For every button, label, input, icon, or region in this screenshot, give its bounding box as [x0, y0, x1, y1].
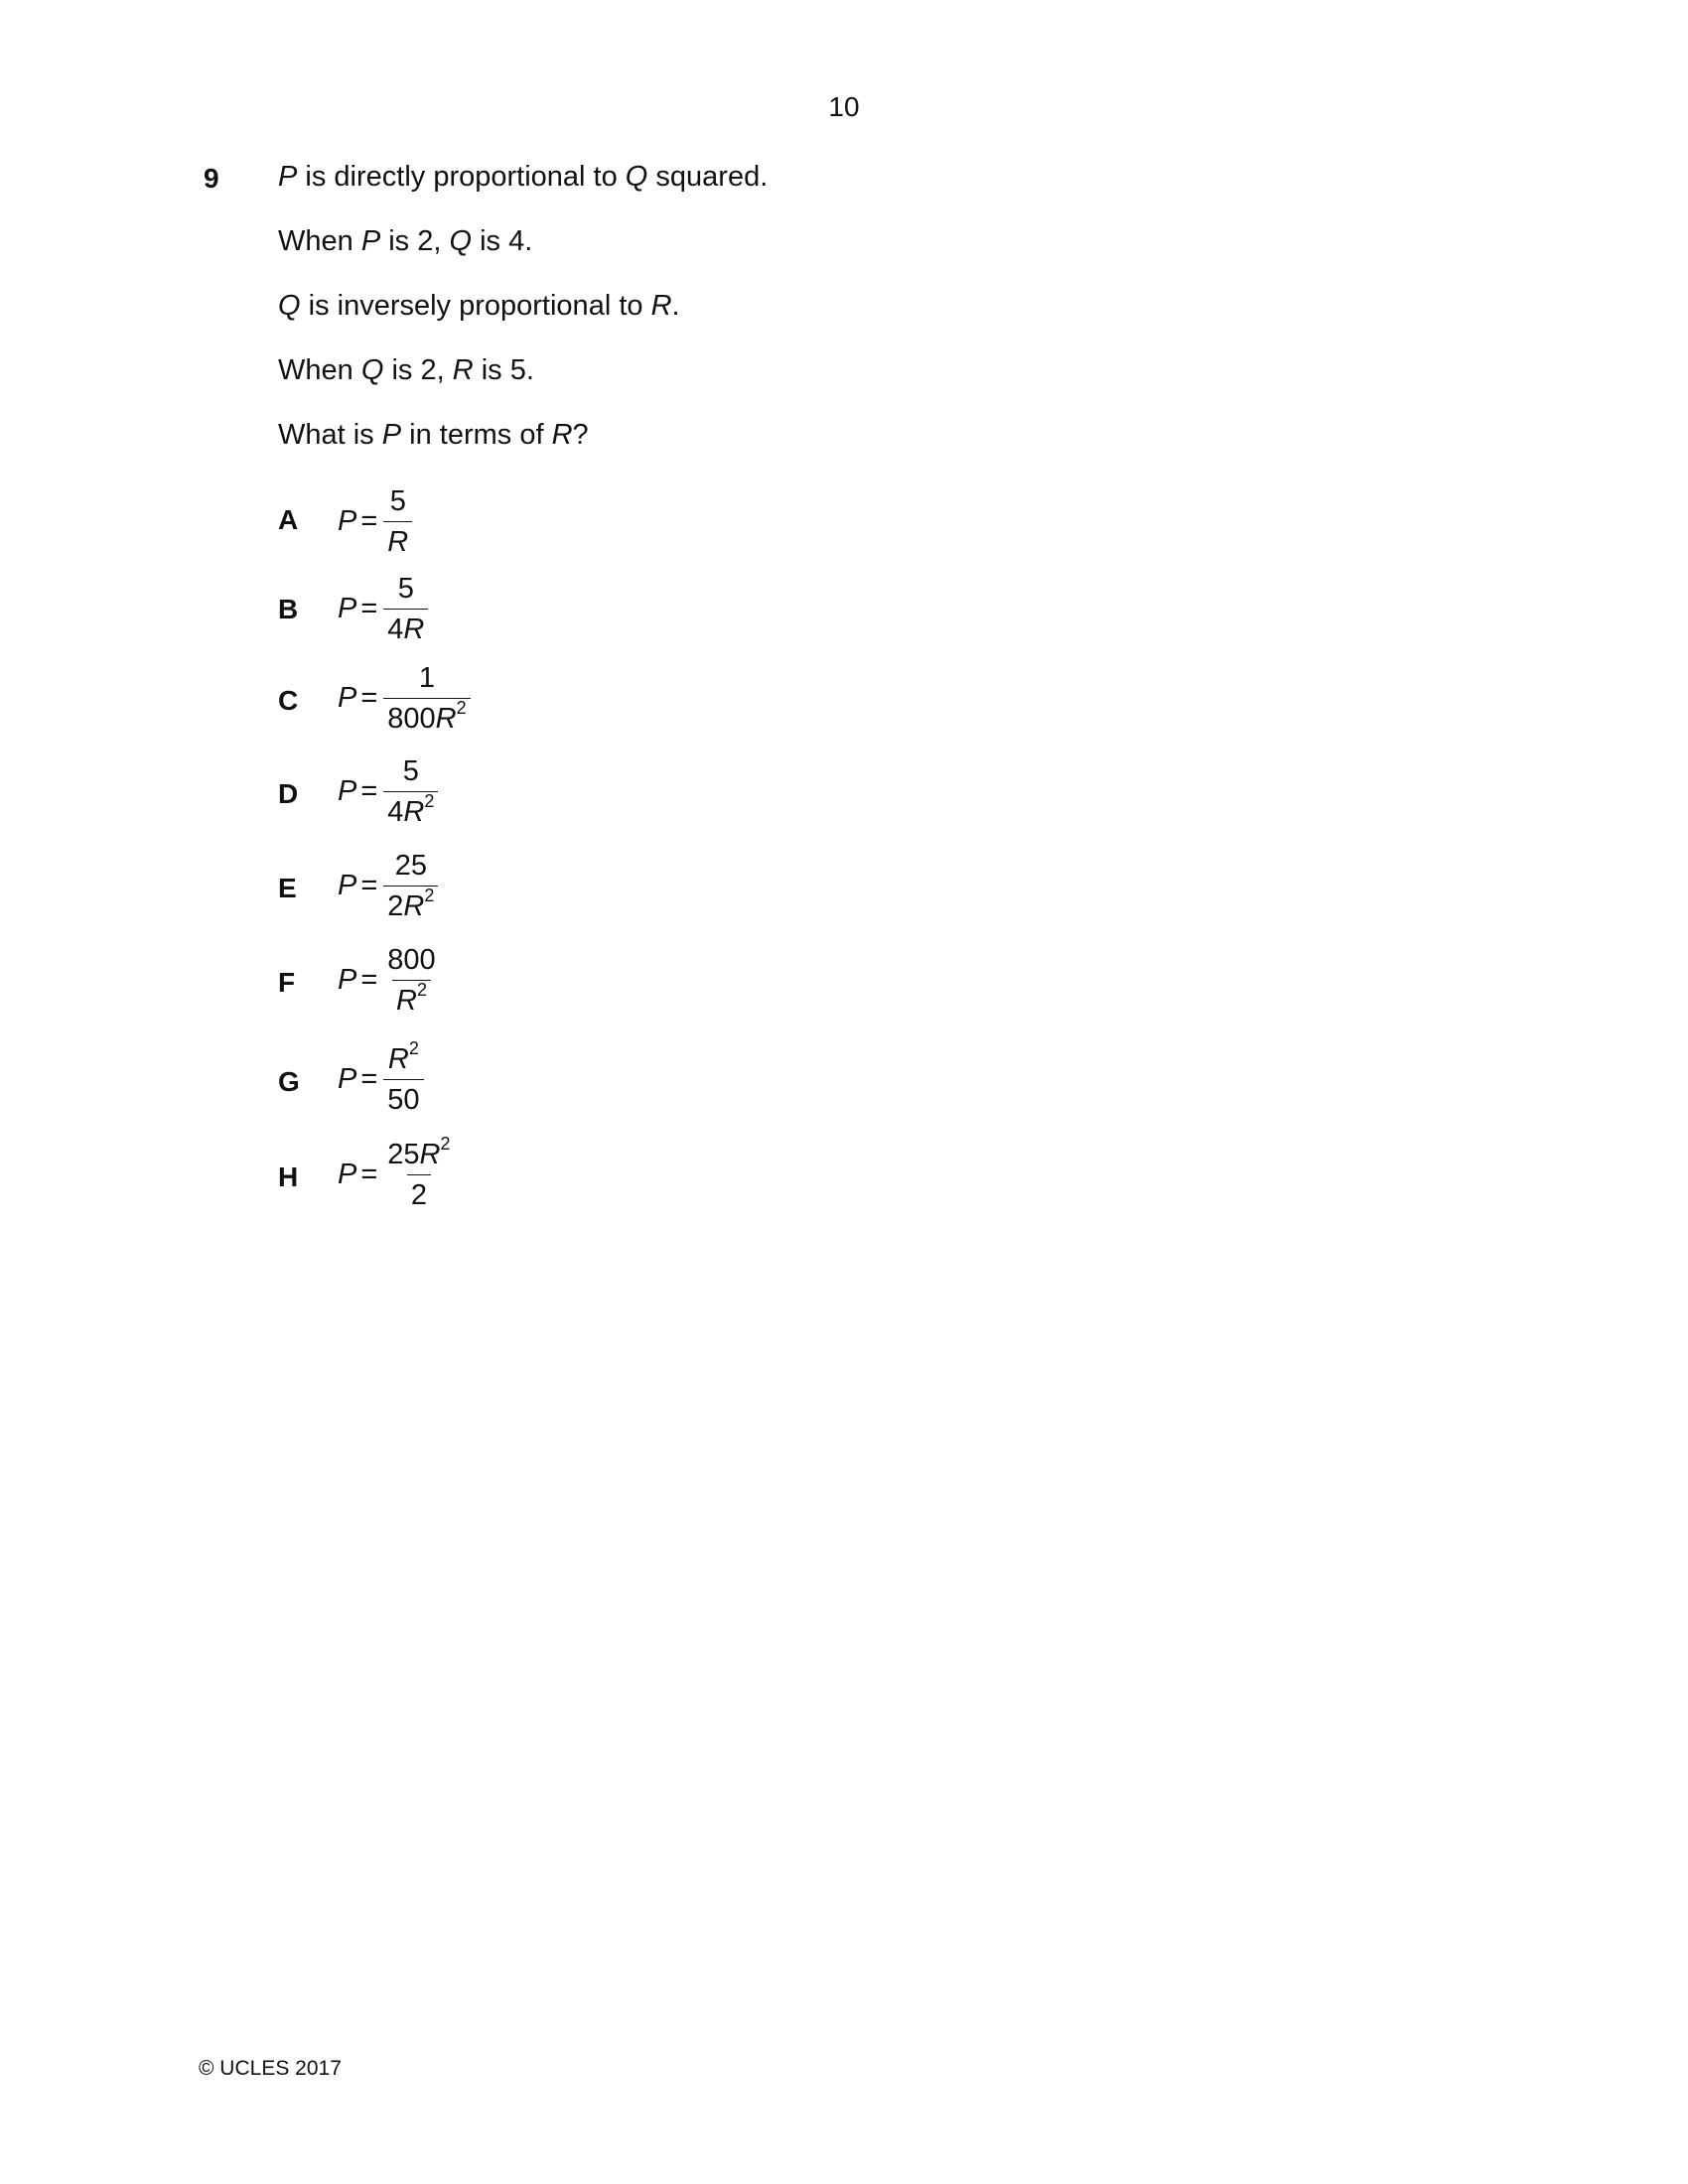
stem-text: ? — [572, 419, 589, 451]
den-exponent: 2 — [424, 885, 435, 905]
stem-text: is 4. — [472, 225, 533, 257]
equals-sign: = — [360, 1062, 378, 1095]
stem-text: squared. — [647, 161, 769, 193]
den-coef: 4 — [387, 795, 404, 828]
option-expression — [338, 935, 440, 1024]
equals-sign: = — [360, 869, 378, 901]
var: Q — [449, 225, 473, 257]
den-coef: 4 — [387, 613, 404, 645]
stem-text: is 2, — [380, 225, 450, 257]
var: Q — [625, 161, 648, 193]
var: Q — [360, 354, 384, 386]
option-letter: G — [278, 1066, 300, 1097]
denominator — [383, 886, 438, 922]
denominator — [383, 521, 412, 558]
numerator: 800 — [387, 943, 436, 976]
numerator: 25 — [394, 849, 427, 882]
denominator — [392, 980, 431, 1017]
num-var: R — [419, 1138, 441, 1170]
den-exponent: 2 — [416, 979, 427, 1000]
stem-line-3 — [278, 290, 680, 323]
option-expression — [338, 477, 412, 566]
den-var: R — [395, 984, 417, 1017]
lhs-var: P — [338, 1062, 357, 1095]
lhs-var: P — [338, 592, 357, 624]
option-letter: H — [278, 1161, 299, 1192]
option-g[interactable] — [278, 1034, 675, 1124]
num-exponent: 2 — [408, 1037, 419, 1058]
var: R — [452, 354, 474, 386]
copyright-footer: © UCLES 2017 — [199, 2057, 342, 2080]
fraction — [383, 573, 428, 645]
var: P — [360, 225, 381, 257]
fraction — [383, 1133, 454, 1211]
option-expression — [338, 1130, 455, 1219]
stem-line-1 — [278, 161, 768, 194]
lhs-var: P — [338, 963, 357, 996]
stem-text: is 5. — [473, 354, 534, 386]
lhs-var: P — [338, 681, 357, 714]
option-expression — [338, 1034, 424, 1124]
equals-sign: = — [360, 681, 378, 714]
num-var: R — [387, 1042, 409, 1075]
fraction — [383, 662, 470, 735]
fraction — [383, 755, 438, 828]
option-expression — [338, 841, 438, 930]
fraction — [383, 1037, 423, 1116]
option-a[interactable] — [278, 477, 675, 566]
stem-line-5 — [278, 419, 589, 452]
option-h[interactable] — [278, 1130, 675, 1219]
equals-sign: = — [360, 774, 378, 807]
den-var: R — [403, 889, 425, 922]
stem-text: When — [278, 354, 361, 386]
option-letter: A — [278, 504, 299, 535]
question-number: 9 — [204, 163, 219, 194]
den-var: R — [387, 525, 409, 558]
page-number: 10 — [828, 91, 860, 122]
option-expression — [338, 564, 428, 653]
den-var: R — [403, 795, 425, 828]
stem-text: is 2, — [383, 354, 453, 386]
option-letter: F — [278, 967, 296, 998]
lhs-var: P — [338, 869, 357, 901]
den-var: R — [403, 613, 425, 645]
denominator — [383, 609, 428, 645]
equals-sign: = — [360, 592, 378, 624]
denominator — [383, 791, 438, 828]
stem-text: What is — [278, 419, 382, 451]
numerator: 5 — [389, 484, 406, 517]
var: R — [551, 419, 573, 451]
den-exponent: 2 — [424, 790, 435, 811]
var: P — [278, 161, 298, 193]
lhs-var: P — [338, 1158, 357, 1190]
option-letter: C — [278, 685, 299, 716]
option-expression — [338, 747, 438, 836]
var: R — [650, 290, 672, 322]
option-letter: B — [278, 594, 299, 624]
denominator: 2 — [407, 1174, 431, 1211]
stem-text: in terms of — [401, 419, 552, 451]
num-coef: 25 — [387, 1138, 420, 1170]
option-c[interactable] — [278, 653, 675, 743]
fraction — [383, 850, 438, 922]
equals-sign: = — [360, 1158, 378, 1190]
lhs-var: P — [338, 774, 357, 807]
numerator — [384, 1037, 423, 1079]
denominator: 50 — [383, 1079, 423, 1116]
numerator: 5 — [397, 572, 414, 605]
den-coef: 800 — [387, 702, 436, 735]
denominator — [383, 698, 470, 735]
den-coef: 2 — [387, 889, 404, 922]
var: P — [381, 419, 402, 451]
option-e[interactable] — [278, 841, 675, 930]
fraction — [383, 944, 439, 1017]
numerator: 1 — [418, 661, 436, 694]
var: Q — [278, 290, 301, 322]
stem-text: . — [671, 290, 680, 322]
den-var: R — [435, 702, 457, 735]
fraction — [383, 485, 412, 558]
option-f[interactable] — [278, 935, 675, 1024]
option-b[interactable] — [278, 564, 675, 653]
option-expression — [338, 653, 471, 743]
stem-line-4 — [278, 354, 534, 387]
stem-line-2 — [278, 225, 532, 258]
stem-text: is directly proportional to — [297, 161, 626, 193]
equals-sign: = — [360, 963, 378, 996]
stem-text: When — [278, 225, 361, 257]
num-exponent: 2 — [440, 1133, 451, 1154]
den-exponent: 2 — [456, 697, 467, 718]
lhs-var: P — [338, 504, 357, 537]
numerator — [383, 1133, 454, 1174]
equals-sign: = — [360, 504, 378, 537]
stem-text: is inversely proportional to — [300, 290, 651, 322]
option-letter: D — [278, 778, 299, 809]
option-letter: E — [278, 873, 297, 903]
numerator: 5 — [402, 754, 419, 787]
option-d[interactable] — [278, 747, 675, 836]
